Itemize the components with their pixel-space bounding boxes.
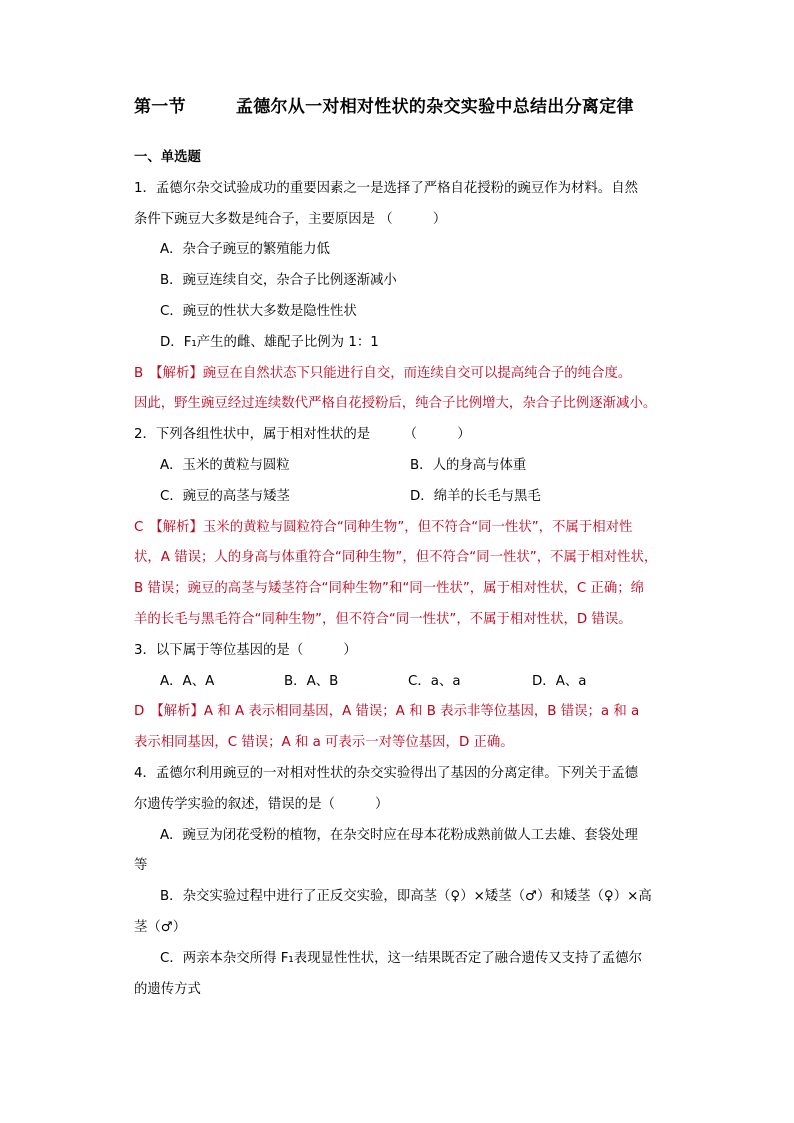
question-3-analysis-line-1 — [134, 697, 666, 728]
question-4-option-c-line-2: 的遗传方式 — [134, 981, 201, 997]
section-heading: 一、单选题 — [134, 150, 201, 165]
question-2-options-row-2 — [134, 482, 666, 513]
question-4-option-b-line-1: B．杂交实验过程中进行了正反交实验，即高茎（♀）×矮茎（♂）和矮茎（♀）×高 — [160, 889, 652, 905]
title-section-number: 第一节 — [134, 97, 186, 117]
question-4-stem-line-2: 尔遗传学实验的叙述，错误的是（ ） — [134, 796, 389, 812]
question-4-option-c-line-1: C．两亲本杂交所得 F₁表现显性性状，这一结果既否定了融合遗传又支持了孟德尔 — [160, 950, 642, 966]
question-4-stem-line-1: 4．孟德尔利用豌豆的一对相对性状的杂交实验得出了基因的分离定律。下列关于孟德 — [134, 765, 638, 781]
question-2-analysis-line-3: B 错误；豌豆的高茎与矮茎符合“同种生物”和“同一性状”，属于相对性状，C 正确；绵 — [134, 581, 645, 597]
question-4-option-b-line-2: 茎（♂） — [134, 919, 187, 935]
question-3-stem: 3．以下属于等位基因的是（ ） — [134, 642, 357, 658]
question-4-option-a-line-1: A．豌豆为闭花受粉的植物，在杂交时应在母本花粉成熟前做人工去雄、套袋处理 — [160, 827, 638, 843]
question-4-option-a-line-2: 等 — [134, 858, 148, 874]
question-1-answer: B — [134, 365, 144, 381]
question-2-analysis-line-4: 羊的长毛与黑毛符合“同种生物”，但不符合“同一性状”，不属于相对性状，D 错误。 — [134, 611, 632, 627]
question-2-option-b: B．人的身高与体重 — [410, 457, 527, 473]
question-2-option-c: C．豌豆的高茎与矮茎 — [160, 488, 290, 504]
question-3-option-c: C．a、a — [408, 673, 461, 689]
document-body — [134, 143, 666, 1005]
question-2-stem: 2．下列各组性状中，属于相对性状的是 （ ） — [134, 427, 471, 443]
question-3-option-a: A．A、A — [160, 673, 215, 689]
title-text: 孟德尔从一对相对性状的杂交实验中总结出分离定律 — [235, 97, 634, 117]
question-2-analysis-line-1 — [134, 513, 666, 544]
question-1-stem-line-1: 1．孟德尔杂交试验成功的重要因素之一是选择了严格自花授粉的豌豆作为材料。自然 — [134, 180, 638, 196]
question-1-option-d: D．F₁产生的雌、雄配子比例为 1：1 — [160, 334, 379, 350]
question-3-analysis-text-1: 【解析】A 和 A 表示相同基因，A 错误；A 和 B 表示非等位基因，B 错误；a 和 a — [150, 704, 640, 720]
question-2-option-a: A．玉米的黄粒与圆粒 — [160, 457, 290, 473]
question-2-answer: C — [134, 519, 144, 535]
question-2-analysis-text-1: 【解析】玉米的黄粒与圆粒符合“同种生物”，但不符合“同一性状”，不属于相对性 — [149, 519, 633, 535]
question-1-stem-line-2: 条件下豌豆大多数是纯合子，主要原因是 （ ） — [134, 211, 447, 227]
question-1-analysis-line-1 — [134, 359, 666, 390]
question-1-option-b: B．豌豆连续自交，杂合子比例逐渐减小 — [160, 273, 397, 289]
question-1-analysis-line-2: 因此，野生豌豆经过连续数代严格自花授粉后，纯合子比例增大，杂合子比例逐渐减小。 — [134, 396, 657, 412]
question-1-option-a: A．杂合子豌豆的繁殖能力低 — [160, 242, 330, 258]
question-2-options-row-1 — [134, 451, 666, 482]
question-3-answer: D — [134, 704, 145, 720]
question-3-options-row — [134, 667, 666, 698]
question-3-option-d: D．A、a — [532, 673, 587, 689]
question-2-analysis-line-2: 状，A 错误；人的身高与体重符合“同种生物”，但不符合“同一性状”，不属于相对性状， — [134, 550, 658, 566]
question-2-option-d: D．绵羊的长毛与黑毛 — [410, 488, 541, 504]
question-1-analysis-text-1: 【解析】豌豆在自然状态下只能进行自交，而连续自交可以提高纯合子的纯合度。 — [149, 365, 632, 381]
question-3-analysis-line-2: 表示相同基因，C 错误；A 和 a 可表示一对等位基因，D 正确。 — [134, 735, 514, 751]
question-1-option-c: C．豌豆的性状大多数是隐性性状 — [160, 303, 357, 319]
question-3-option-b: B．A、B — [284, 673, 339, 689]
page-title — [134, 92, 674, 117]
